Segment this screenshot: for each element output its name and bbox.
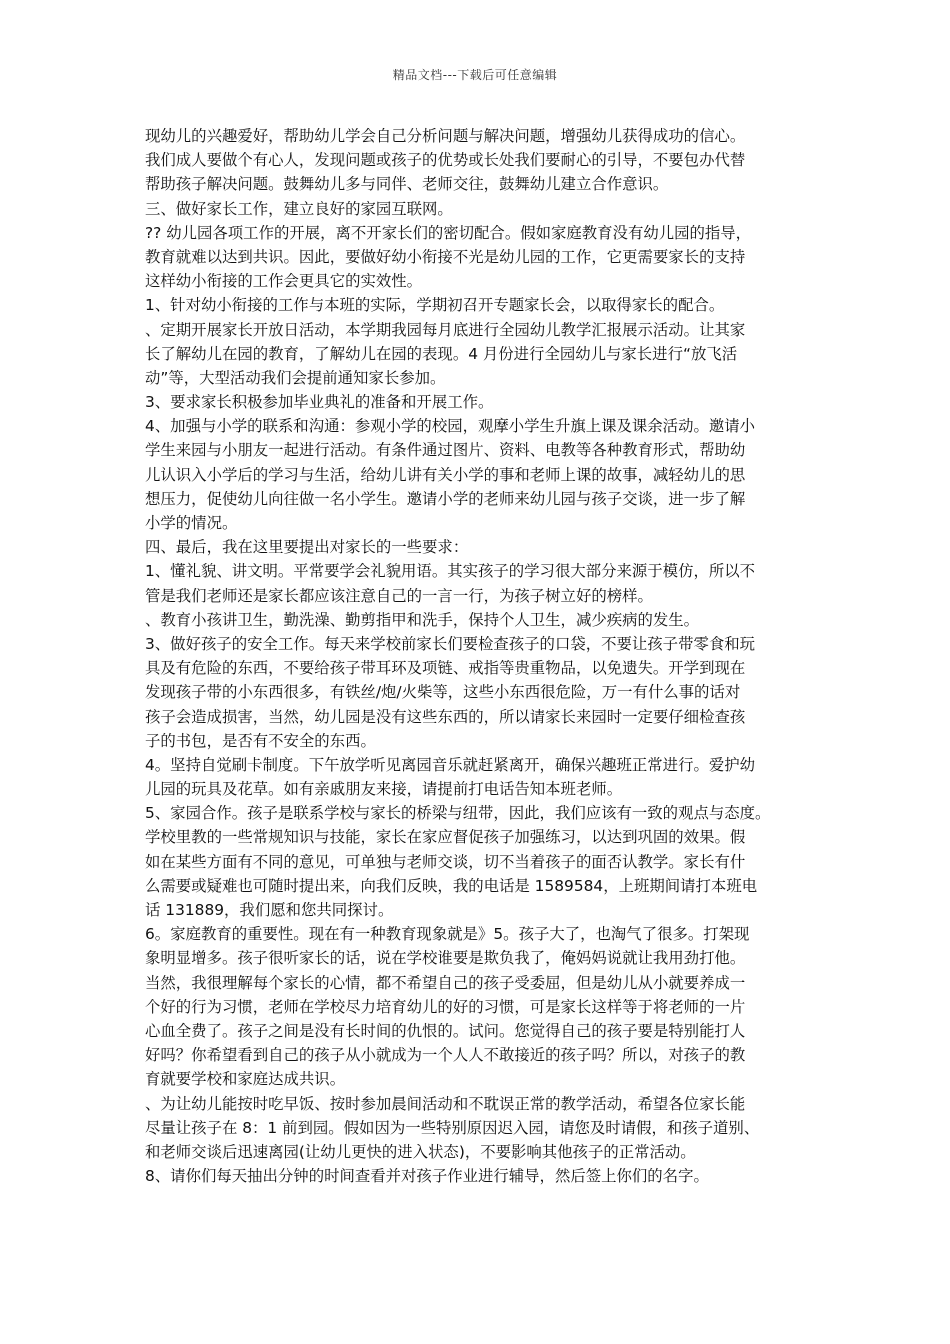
paragraph-line: 、为让幼儿能按时吃早饭、按时参加晨间活动和不耽误正常的教学活动，希望各位家长能 bbox=[145, 1094, 746, 1113]
paragraph-line: 么需要或疑难也可随时提出来，向我们反映，我的电话是 1589584，上班期间请打本班电 bbox=[145, 876, 758, 895]
paragraph-line: 3、要求家长积极参加毕业典礼的准备和开展工作。 bbox=[145, 393, 494, 412]
paragraph-line: 3、做好孩子的安全工作。每天来学校前家长们要检查孩子的口袋，不要让孩子带零食和玩 bbox=[145, 634, 756, 653]
paragraph-line: 好吗？你希望看到自己的孩子从小就成为一个人人不敢接近的孩子吗？所以，对孩子的教 bbox=[145, 1046, 746, 1065]
paragraph-line: 想压力，促使幼儿向往做一名小学生。邀请小学的老师来幼儿园与孩子交谈，进一步了解 bbox=[145, 489, 746, 508]
paragraph-line: 动”等，大型活动我们会提前通知家长参加。 bbox=[145, 368, 446, 387]
document-body bbox=[145, 124, 813, 1188]
paragraph-line: 6。家庭教育的重要性。现在有一种教育现象就是》5。孩子大了，也淘气了很多。打架现 bbox=[145, 925, 750, 944]
page-header: 精品文档---下载后可任意编辑 bbox=[392, 68, 558, 82]
paragraph-line: 当然，我很理解每个家长的心情，都不希望自己的孩子受委屈，但是幼儿从小就要养成一 bbox=[145, 973, 746, 992]
paragraph-line: 育就要学校和家庭达成共识。 bbox=[145, 1070, 346, 1089]
paragraph-line: 心血全费了。孩子之间是没有长时间的仇恨的。试问。您觉得自己的孩子要是特别能打人 bbox=[145, 1021, 746, 1040]
paragraph-line: 、定期开展家长开放日活动，本学期我园每月底进行全园幼儿教学汇报展示活动。让其家 bbox=[145, 320, 746, 339]
paragraph-line: 如在某些方面有不同的意见，可单独与老师交谈，切不当着孩子的面否认教学。家长有什 bbox=[145, 852, 746, 871]
paragraph-line: 发现孩子带的小东西很多，有铁丝/炮/火柴等，这些小东西很危险，万一有什么事的话对 bbox=[145, 683, 741, 702]
paragraph-line: 具及有危险的东西，不要给孩子带耳环及项链、戒指等贵重物品，以免遗失。开学到现在 bbox=[145, 659, 746, 678]
paragraph-line: 帮助孩子解决问题。鼓舞幼儿多与同伴、老师交往，鼓舞幼儿建立合作意识。 bbox=[145, 175, 669, 194]
paragraph-line: 小学的情况。 bbox=[145, 514, 238, 532]
paragraph-line: 儿园的玩具及花草。如有亲戚朋友来接，请提前打电话告知本班老师。 bbox=[145, 780, 623, 799]
paragraph-line: 和老师交谈后迅速离园(让幼儿更快的进入状态)，不要影响其他孩子的正常活动。 bbox=[145, 1142, 696, 1161]
paragraph-line: 三、做好家长工作，建立良好的家园互联网。 bbox=[145, 199, 453, 218]
paragraph-line: 儿认识入小学后的学习与生活，给幼儿讲有关小学的事和老师上课的故事，减轻幼儿的思 bbox=[145, 465, 746, 484]
paragraph-line: 长了解幼儿在园的教育，了解幼儿在园的表现。4 月份进行全园幼儿与家长进行“放飞活 bbox=[145, 344, 738, 363]
paragraph-line: 1、懂礼貌、讲文明。平常要学会礼貌用语。其实孩子的学习很大部分来源于模仿，所以不 bbox=[145, 562, 756, 581]
paragraph-line: 5、家园合作。孩子是联系学校与家长的桥梁与纽带，因此，我们应该有一致的观点与态度。 bbox=[145, 804, 771, 823]
paragraph-line: 尽量让孩子在 8：1 前到园。假如因为一些特别原因迟入园，请您及时请假，和孩子道别、 bbox=[145, 1118, 760, 1137]
paragraph-line: 我们成人要做个有心人，发现问题或孩子的优势或长处我们要耐心的引导，不要包办代替 bbox=[145, 151, 746, 170]
paragraph-line: 这样幼小衔接的工作会更具它的实效性。 bbox=[145, 272, 423, 291]
paragraph-line: 教育就难以达到共识。因此，要做好幼小衔接不光是幼儿园的工作，它更需要家长的支持 bbox=[145, 247, 746, 266]
paragraph-line: 话 131889，我们愿和您共同探讨。 bbox=[145, 901, 394, 919]
paragraph-line: 四、最后，我在这里要提出对家长的一些要求： bbox=[145, 538, 469, 557]
paragraph-line: 学生来园与小朋友一起进行活动。有条件通过图片、资料、电教等各种教育形式，帮助幼 bbox=[145, 441, 746, 460]
paragraph-line: 现幼儿的兴趣爱好，帮助幼儿学会自己分析问题与解决问题，增强幼儿获得成功的信心。 bbox=[145, 127, 746, 145]
paragraph-line: 学校里教的一些常规知识与技能，家长在家应督促孩子加强练习，以达到巩固的效果。假 bbox=[145, 828, 746, 847]
paragraph-line: 子的书包，是否有不安全的东西。 bbox=[145, 731, 376, 750]
paragraph-line: 8、请你们每天抽出分钟的时间查看并对孩子作业进行辅导，然后签上你们的名字。 bbox=[145, 1167, 709, 1186]
paragraph-line: 4。坚持自觉刷卡制度。下午放学听见离园音乐就赶紧离开，确保兴趣班正常进行。爱护幼 bbox=[145, 755, 756, 774]
paragraph-line: ?? 幼儿园各项工作的开展，离不开家长们的密切配合。假如家庭教育没有幼儿园的指导， bbox=[145, 223, 752, 242]
paragraph-line: 象明显增多。孩子很听家长的话，说在学校谁要是欺负我了，俺妈妈说就让我用劲打他。 bbox=[145, 949, 746, 968]
paragraph-line: 、教育小孩讲卫生，勤洗澡、勤剪指甲和洗手，保持个人卫生，减少疾病的发生。 bbox=[145, 610, 700, 629]
paragraph-line: 个好的行为习惯，老师在学校尽力培育幼儿的好的习惯，可是家长这样等于将老师的一片 bbox=[145, 997, 746, 1016]
paragraph-line: 4、加强与小学的联系和沟通：参观小学的校园，观摩小学生升旗上课及课余活动。邀请小 bbox=[145, 417, 756, 436]
paragraph-line: 孩子会造成损害，当然，幼儿园是没有这些东西的，所以请家长来园时一定要仔细检查孩 bbox=[145, 707, 746, 726]
paragraph-line: 管是我们老师还是家长都应该注意自己的一言一行，为孩子树立好的榜样。 bbox=[145, 586, 653, 605]
paragraph-line: 1、针对幼小衔接的工作与本班的实际，学期初召开专题家长会，以取得家长的配合。 bbox=[145, 296, 725, 315]
